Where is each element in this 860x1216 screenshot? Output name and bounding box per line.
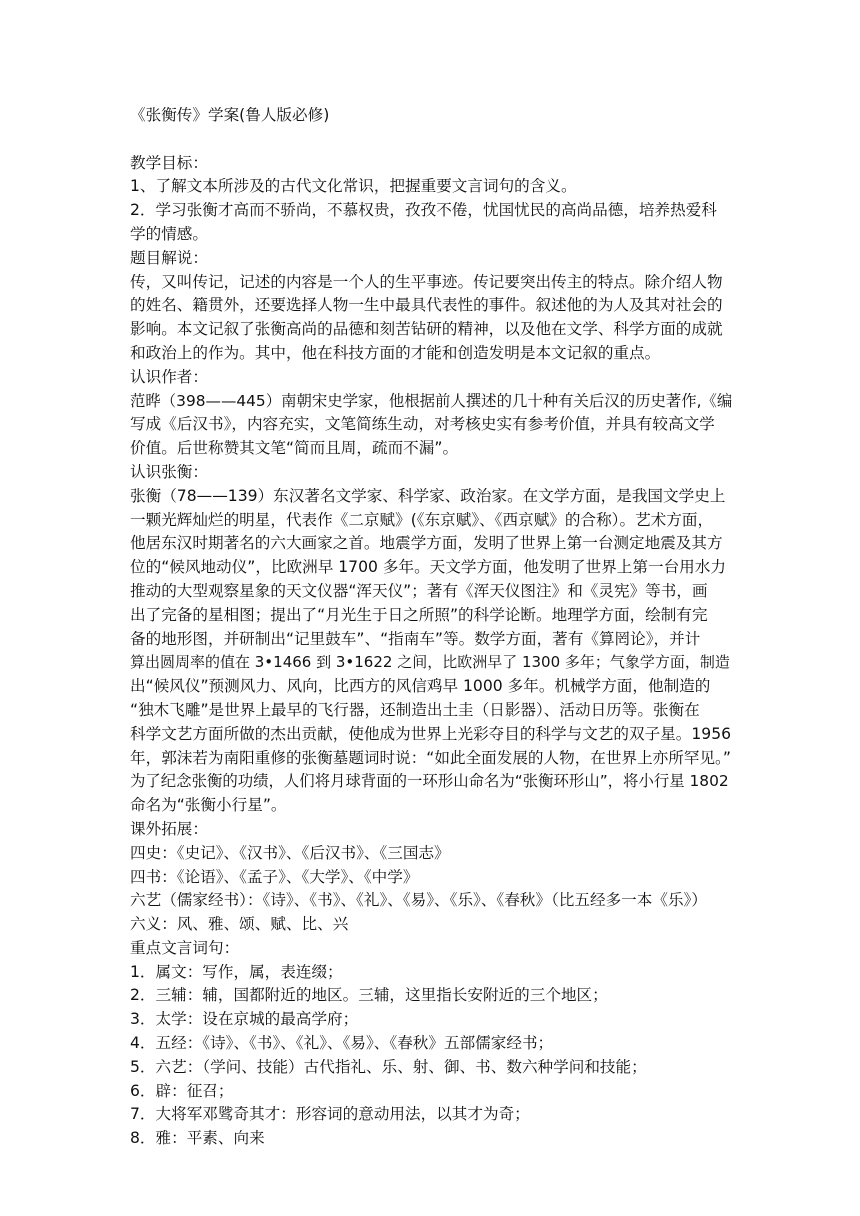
text-line: 位的“候风地动仪”，比欧洲早 1700 多年。天文学方面，他发明了世界上第一台用水力 (130, 558, 726, 577)
text-line: 影响。本文记叙了张衡高尚的品德和刻苦钻研的精神，以及他在文学、科学方面的成就 (130, 320, 723, 339)
text-line: 六义：风、雅、颂、赋、比、兴 (130, 915, 349, 934)
text-line: 认识张衡： (130, 462, 208, 481)
text-line: 4．五经：《诗》、《书》、《礼》、《易》、《春秋》五部儒家经书； (130, 1034, 554, 1053)
text-line: 他居东汉时期著名的六大画家之首。地震学方面，发明了世界上第一台测定地震及其方 (130, 534, 723, 553)
text-line: 教学目标： (130, 153, 208, 172)
text-line: 张衡（78——139）东汉著名文学家、科学家、政治家。在文学方面，是我国文学史上 (130, 486, 726, 505)
text-line: 备的地形图，并研制出“记里鼓车”、“指南车”等。数学方面，著有《算罔论》，并计 (130, 629, 701, 648)
document-title: 《张衡传》学案(鲁人版必修) (130, 106, 330, 124)
text-line: 算出圆周率的值在 3•1466 到 3•1622 之间，比欧洲早了 1300 多年；气象学方面，制造 (130, 653, 730, 672)
text-line: 出“候风仪”预测风力、风向，比西方的风信鸡早 1000 多年。机械学方面，他制造的 (130, 677, 711, 696)
text-line: 题目解说： (130, 248, 208, 267)
text-line: 命名为“张衡小行星”。 (130, 796, 287, 815)
text-line: 和政治上的作为。其中，他在科技方面的才能和创造发明是本文记叙的重点。 (130, 343, 661, 362)
text-line: 学的情感。 (130, 224, 208, 243)
text-line: 2．学习张衡才高而不骄尚，不慕权贵，孜孜不倦，忧国忧民的高尚品德，培养热爱科 (130, 201, 717, 220)
text-line: 认识作者： (130, 367, 208, 386)
text-line: 六艺（儒家经书）：《诗》、《书》、《礼》、《易》、《乐》、《春秋》（比五经多一本《乐》） (130, 891, 707, 910)
text-line: 3．太学：设在京城的最高学府； (130, 1010, 359, 1029)
text-line: 1．属文：写作，属，表连缀； (130, 962, 343, 981)
text-line: 8．雅：平素、向来 (130, 1129, 265, 1148)
text-line: 6．辟：征召； (130, 1081, 234, 1100)
text-line: 传，又叫传记，记述的内容是一个人的生平事迹。传记要突出传主的特点。除介绍人物 (130, 272, 723, 291)
text-line: 的姓名、籍贯外，还要选择人物一生中最具代表性的事件。叙述他的为人及其对社会的 (130, 296, 723, 315)
document-page (130, 104, 736, 1151)
document-body (130, 152, 736, 1151)
text-line: 1、了解文本所涉及的古代文化常识，把握重要文言词句的含义。 (130, 177, 577, 196)
text-line: 7．大将军邓骘奇其才：形容词的意动用法，以其才为奇； (130, 1105, 530, 1124)
text-line: 范晔（398——445）南朝宋史学家，他根据前人撰述的几十种有关后汉的历史著作,《编 (130, 391, 733, 410)
text-line: 2．三辅：辅，国都附近的地区。三辅，这里指长安附近的三个地区； (130, 986, 608, 1005)
text-line: 推动的大型观察星象的天文仪器“浑天仪”；著有《浑天仪图注》和《灵宪》等书，画 (130, 581, 708, 600)
text-line: 5．六艺：（学问、技能）古代指礼、乐、射、御、书、数六种学问和技能； (130, 1057, 647, 1076)
text-line: 一颗光辉灿烂的明星，代表作《二京赋》(《东京赋》、《西京赋》的合称）。艺术方面， (130, 510, 714, 529)
text-line: 四史：《史记》、《汉书》、《后汉书》、《三国志》 (130, 843, 450, 862)
text-line: 课外拓展： (130, 819, 208, 838)
text-line: 重点文言词句： (130, 938, 240, 957)
text-line: 科学文艺方面所做的杰出贡献，使他成为世界上光彩夺目的科学与文艺的双子星。1956 (130, 724, 732, 743)
text-line: 年，郭沫若为南阳重修的张衡墓题词时说：“如此全面发展的人物，在世界上亦所罕见。” (130, 748, 731, 767)
text-line: 价值。后世称赞其文笔“简而且周，疏而不漏”。 (130, 439, 459, 458)
text-line: 四书：《论语》、《孟子》、《大学》、《中学》 (130, 867, 419, 886)
text-line: “独木飞雕”是世界上最早的飞行器，还制造出土圭（日影器）、活动日历等。张衡在 (130, 700, 700, 719)
text-line: 出了完备的星相图；提出了“月光生于日之所照”的科学论断。地理学方面，绘制有完 (130, 605, 708, 624)
text-line: 写成《后汉书》，内容充实，文笔简练生动，对考核史实有参考价值，并具有较高文学 (130, 415, 715, 434)
text-line: 为了纪念张衡的功绩，人们将月球背面的一环形山命名为“张衡环形山”，将小行星 1802 (130, 772, 729, 791)
